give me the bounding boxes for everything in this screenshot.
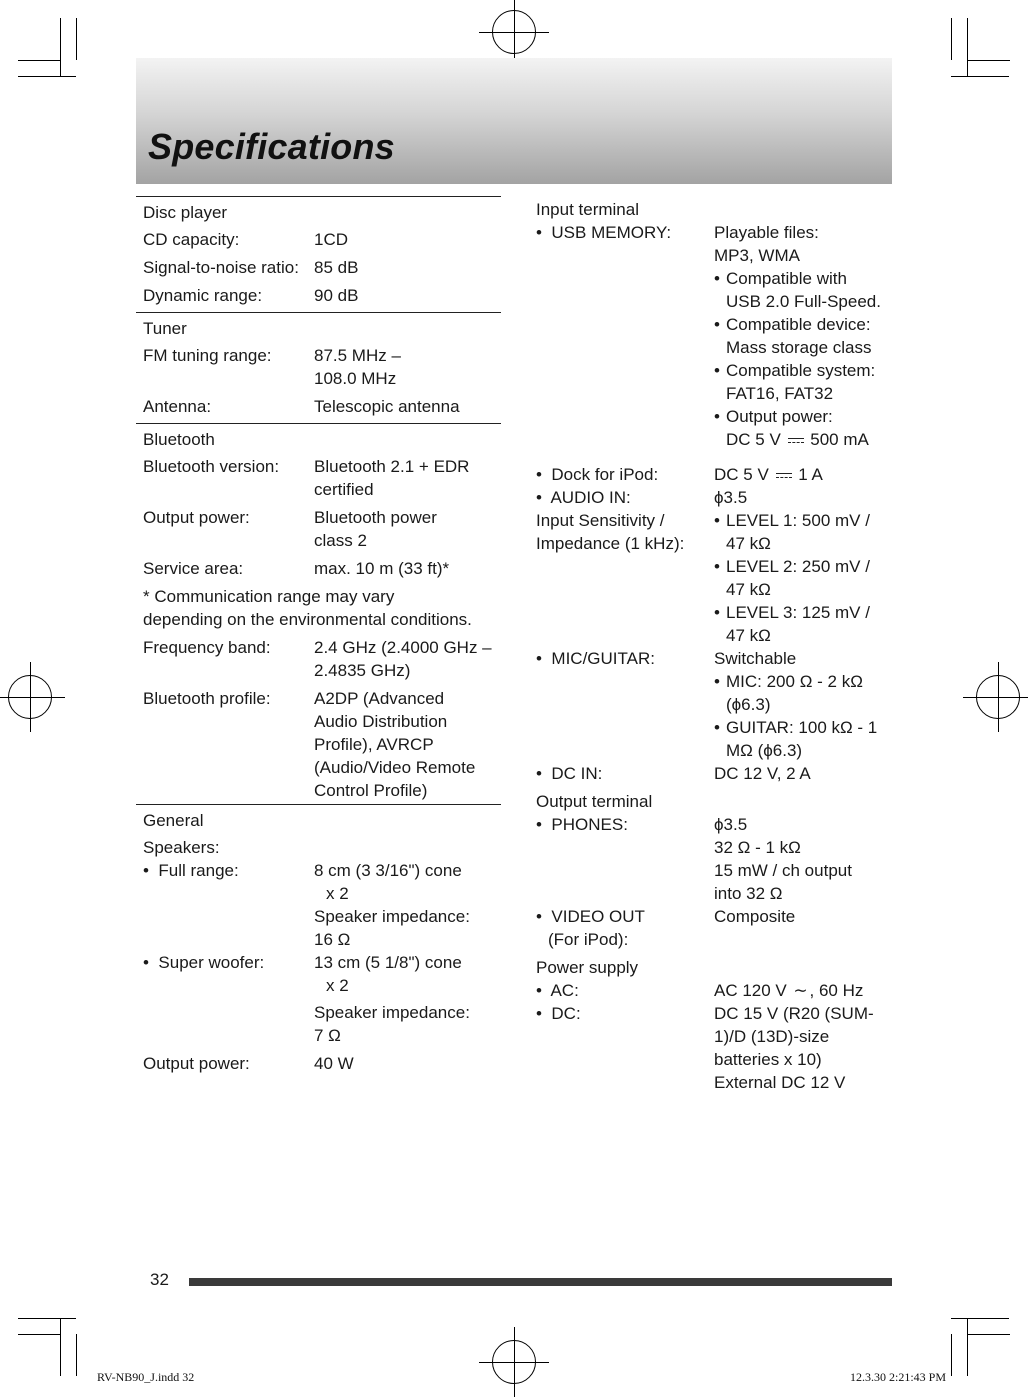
spec-value: 1CD bbox=[314, 230, 349, 249]
bullet-item bbox=[714, 555, 891, 601]
label-line: (For iPod): bbox=[548, 930, 629, 949]
spec-value bbox=[314, 506, 501, 552]
spec-label bbox=[529, 1002, 714, 1094]
spec-row bbox=[529, 647, 891, 762]
value-line: 87.5 MHz – bbox=[314, 346, 401, 365]
bullet: • bbox=[714, 603, 720, 622]
spec-row bbox=[136, 859, 501, 951]
value-line: Compatible system: bbox=[726, 361, 876, 380]
registration-mark bbox=[976, 675, 1020, 719]
spec-label bbox=[136, 859, 314, 951]
spec-value bbox=[314, 951, 501, 1047]
value-line: x 2 bbox=[326, 884, 349, 903]
spec-row bbox=[136, 1047, 501, 1075]
spec-label: Signal-to-noise ratio: bbox=[143, 258, 299, 277]
value-text: DC 5 V bbox=[726, 430, 781, 449]
bullet-item bbox=[714, 670, 891, 716]
spec-value bbox=[714, 463, 891, 486]
spec-value: 90 dB bbox=[314, 286, 359, 305]
header-banner bbox=[136, 58, 892, 184]
value-line: 13 cm (5 1/8") cone bbox=[314, 953, 462, 972]
section-title: Tuner bbox=[143, 319, 187, 338]
disc-player-section bbox=[136, 196, 501, 312]
label-text: Full range: bbox=[158, 861, 239, 880]
section-title: Bluetooth bbox=[143, 430, 215, 449]
value-line: FAT16, FAT32 bbox=[726, 384, 834, 403]
value-text: 1 A bbox=[798, 465, 823, 484]
spec-label bbox=[529, 762, 714, 785]
value-line: GUITAR: 100 kΩ - 1 bbox=[726, 718, 878, 737]
value-line: LEVEL 2: 250 mV / bbox=[726, 557, 870, 576]
footnote bbox=[136, 585, 501, 636]
spec-row bbox=[136, 687, 501, 804]
value-line: x 2 bbox=[326, 976, 349, 995]
spec-row bbox=[529, 813, 891, 905]
spec-value: DC 12 V, 2 A bbox=[714, 764, 811, 783]
crop-mark bbox=[968, 1334, 1010, 1335]
spec-value bbox=[714, 1002, 891, 1094]
crop-mark bbox=[967, 1318, 968, 1376]
value-line: 108.0 MHz bbox=[314, 369, 397, 388]
bullet-item bbox=[714, 601, 891, 647]
label-text: PHONES: bbox=[551, 815, 628, 834]
value-line: 2.4 GHz (2.4000 GHz – bbox=[314, 638, 492, 657]
value-line: USB 2.0 Full-Speed. bbox=[726, 292, 881, 311]
value-line: batteries x 10) bbox=[714, 1050, 822, 1069]
crop-mark bbox=[76, 1334, 77, 1376]
spec-value bbox=[714, 221, 891, 463]
value-line: 1)/D (13D)-size bbox=[714, 1027, 830, 1046]
spec-label: Dynamic range: bbox=[143, 286, 263, 305]
spec-label bbox=[529, 979, 714, 1002]
spec-label bbox=[529, 905, 714, 951]
label-text: DC: bbox=[551, 1004, 581, 1023]
spec-row bbox=[529, 221, 891, 463]
bullet: • bbox=[714, 407, 720, 426]
value-line: 32 Ω - 1 kΩ bbox=[714, 838, 801, 857]
spec-label: Service area: bbox=[143, 559, 244, 578]
spec-label: FM tuning range: bbox=[143, 346, 272, 365]
value-text: 500 mA bbox=[810, 430, 869, 449]
right-spec-column bbox=[529, 198, 891, 1094]
spec-value bbox=[714, 813, 891, 905]
dc-symbol-icon bbox=[776, 472, 792, 480]
spec-label: Output power: bbox=[143, 508, 250, 527]
value-line: Switchable bbox=[714, 649, 797, 668]
spec-label bbox=[529, 509, 714, 647]
spec-value: Composite bbox=[714, 907, 796, 926]
spec-label bbox=[529, 221, 714, 463]
bullet-item bbox=[714, 716, 891, 762]
bullet: • bbox=[143, 953, 149, 972]
spec-row bbox=[136, 506, 501, 557]
footnote-line: * Communication range may vary bbox=[143, 587, 395, 606]
bullet: • bbox=[536, 223, 542, 242]
crop-mark bbox=[18, 1334, 60, 1335]
label-line: Impedance (1 kHz): bbox=[536, 534, 685, 553]
section-title: Disc player bbox=[143, 203, 228, 222]
spec-value: 85 dB bbox=[314, 258, 359, 277]
value-line: MP3, WMA bbox=[714, 246, 800, 265]
crop-mark bbox=[18, 60, 60, 61]
spec-value: 40 W bbox=[314, 1054, 354, 1073]
crop-mark bbox=[60, 1318, 61, 1376]
value-line: Bluetooth power bbox=[314, 508, 437, 527]
page-number: 32 bbox=[150, 1270, 169, 1289]
general-section bbox=[136, 804, 501, 1075]
label-text: DC IN: bbox=[551, 764, 603, 783]
value-line: Output power: bbox=[726, 407, 833, 426]
crop-mark bbox=[18, 1318, 76, 1319]
bullet: • bbox=[536, 488, 542, 507]
dc-symbol-icon bbox=[788, 437, 804, 445]
section-title: General bbox=[143, 811, 204, 830]
value-line: Bluetooth 2.1 + EDR bbox=[314, 457, 470, 476]
value-text: DC 5 V bbox=[714, 465, 769, 484]
value-line: A2DP (Advanced bbox=[314, 689, 445, 708]
value-text: , 60 Hz bbox=[809, 981, 864, 1000]
spec-label bbox=[529, 647, 714, 762]
spec-label: Frequency band: bbox=[143, 638, 271, 657]
spec-label bbox=[529, 463, 714, 486]
spec-label: Antenna: bbox=[143, 397, 212, 416]
spec-row bbox=[136, 228, 501, 256]
value-line: Compatible device: bbox=[726, 315, 871, 334]
value-text: AC 120 V bbox=[714, 981, 787, 1000]
spec-value bbox=[714, 647, 891, 762]
bullet: • bbox=[536, 981, 542, 1000]
value-line: Control Profile) bbox=[314, 781, 428, 800]
bullet: • bbox=[714, 557, 720, 576]
value-line: 47 kΩ bbox=[726, 580, 771, 599]
value-line: 16 Ω bbox=[314, 930, 351, 949]
spec-value bbox=[314, 636, 501, 682]
spec-row bbox=[529, 486, 891, 509]
label-text: Dock for iPod: bbox=[551, 465, 659, 484]
left-spec-column bbox=[136, 196, 501, 1075]
spec-value: max. 10 m (33 ft)* bbox=[314, 559, 450, 578]
spec-value bbox=[314, 687, 501, 802]
label-line: Input Sensitivity / bbox=[536, 511, 665, 530]
page-title: Specifications bbox=[148, 126, 395, 167]
label-text: USB MEMORY: bbox=[551, 223, 672, 242]
value-line: 8 cm (3 3/16") cone bbox=[314, 861, 462, 880]
ac-symbol-icon: ∼ bbox=[793, 981, 808, 1000]
bullet: • bbox=[714, 269, 720, 288]
registration-mark bbox=[492, 1340, 536, 1384]
spec-value: ϕ3.5 bbox=[714, 488, 748, 507]
print-slug-time: 12.3.30 2:21:43 PM bbox=[849, 1370, 946, 1384]
bullet: • bbox=[143, 861, 149, 880]
value-line: 47 kΩ bbox=[726, 626, 771, 645]
spec-value: Telescopic antenna bbox=[314, 397, 460, 416]
value-line: LEVEL 1: 500 mV / bbox=[726, 511, 870, 530]
bullet-item bbox=[714, 405, 891, 463]
value-line: External DC 12 V bbox=[714, 1073, 846, 1092]
bullet-item bbox=[714, 313, 891, 359]
section-title: Output terminal bbox=[536, 792, 653, 811]
spec-label: Bluetooth profile: bbox=[143, 689, 271, 708]
value-line: Speaker impedance: bbox=[314, 907, 470, 926]
value-line: DC 15 V (R20 (SUM- bbox=[714, 1004, 874, 1023]
value-line: 2.4835 GHz) bbox=[314, 661, 411, 680]
bullet: • bbox=[536, 1004, 542, 1023]
bullet-item bbox=[714, 267, 891, 313]
bullet: • bbox=[714, 361, 720, 380]
spec-label: Output power: bbox=[143, 1054, 250, 1073]
crop-mark bbox=[76, 18, 77, 60]
bullet-item bbox=[714, 509, 891, 555]
spec-row bbox=[529, 979, 891, 1002]
spec-row bbox=[136, 284, 501, 312]
bullet: • bbox=[536, 649, 542, 668]
value-line: (ϕ6.3) bbox=[726, 695, 771, 714]
value-line: Profile), AVRCP bbox=[314, 735, 434, 754]
value-line: 47 kΩ bbox=[726, 534, 771, 553]
spec-label bbox=[136, 951, 314, 1047]
label-text: AC: bbox=[550, 981, 579, 1000]
section-title: Power supply bbox=[536, 958, 639, 977]
spec-row bbox=[136, 557, 501, 585]
bullet: • bbox=[714, 511, 720, 530]
bullet: • bbox=[536, 907, 542, 926]
spec-row bbox=[136, 395, 501, 423]
spec-label bbox=[529, 813, 714, 905]
value-line: certified bbox=[314, 480, 374, 499]
registration-mark bbox=[8, 675, 52, 719]
spec-value bbox=[714, 509, 891, 647]
label-text: VIDEO OUT bbox=[551, 907, 645, 926]
value-line: into 32 Ω bbox=[714, 884, 783, 903]
spec-row bbox=[529, 905, 891, 956]
spec-label: Speakers: bbox=[143, 838, 220, 857]
bullet: • bbox=[536, 764, 542, 783]
footer-rule bbox=[189, 1278, 892, 1286]
crop-mark bbox=[951, 18, 952, 60]
value-line: LEVEL 3: 125 mV / bbox=[726, 603, 870, 622]
spec-row bbox=[136, 344, 501, 395]
bluetooth-section bbox=[136, 423, 501, 804]
bullet-item bbox=[714, 359, 891, 405]
crop-mark bbox=[18, 76, 76, 77]
bullet: • bbox=[714, 718, 720, 737]
section-title: Input terminal bbox=[536, 200, 639, 219]
footnote-line: depending on the environmental conditions. bbox=[143, 610, 472, 629]
spec-value bbox=[714, 979, 891, 1002]
crop-mark bbox=[951, 1318, 1009, 1319]
value-line: 7 Ω bbox=[314, 1026, 341, 1045]
spec-value bbox=[314, 344, 501, 390]
value-line: Playable files: bbox=[714, 223, 819, 242]
label-text: MIC/GUITAR: bbox=[551, 649, 655, 668]
value-line: (Audio/Video Remote bbox=[314, 758, 476, 777]
bullet: • bbox=[714, 672, 720, 691]
value-line: Mass storage class bbox=[726, 338, 872, 357]
label-text: Super woofer: bbox=[158, 953, 265, 972]
tuner-section bbox=[136, 312, 501, 423]
spec-row bbox=[136, 636, 501, 687]
bullet: • bbox=[536, 465, 542, 484]
spec-label: Bluetooth version: bbox=[143, 457, 280, 476]
crop-mark bbox=[951, 1334, 952, 1376]
spec-label bbox=[529, 486, 714, 509]
crop-mark bbox=[968, 60, 1010, 61]
bullet: • bbox=[714, 315, 720, 334]
print-slug-file: RV-NB90_J.indd 32 bbox=[97, 1370, 195, 1384]
label-text: AUDIO IN: bbox=[550, 488, 631, 507]
value-line: Audio Distribution bbox=[314, 712, 448, 731]
spec-label: CD capacity: bbox=[143, 230, 240, 249]
spec-value bbox=[314, 859, 501, 951]
spec-row bbox=[136, 951, 501, 1047]
spec-row bbox=[529, 509, 891, 647]
value-line: 15 mW / ch output bbox=[714, 861, 852, 880]
spec-row bbox=[529, 463, 891, 486]
spec-row bbox=[136, 256, 501, 284]
value-line: MIC: 200 Ω - 2 kΩ bbox=[726, 672, 863, 691]
spec-row bbox=[529, 762, 891, 790]
spec-row bbox=[136, 455, 501, 506]
bullet: • bbox=[536, 815, 542, 834]
value-line: class 2 bbox=[314, 531, 367, 550]
spec-row bbox=[529, 1002, 891, 1094]
crop-mark bbox=[951, 76, 1009, 77]
crop-mark bbox=[967, 18, 968, 76]
value-line bbox=[726, 428, 869, 451]
registration-mark bbox=[492, 10, 536, 54]
value-line: Speaker impedance: bbox=[314, 1003, 470, 1022]
spec-value bbox=[314, 455, 501, 501]
value-line: Compatible with bbox=[726, 269, 847, 288]
value-line: MΩ (ϕ6.3) bbox=[726, 741, 803, 760]
crop-mark bbox=[60, 18, 61, 76]
value-line: ϕ3.5 bbox=[714, 815, 748, 834]
